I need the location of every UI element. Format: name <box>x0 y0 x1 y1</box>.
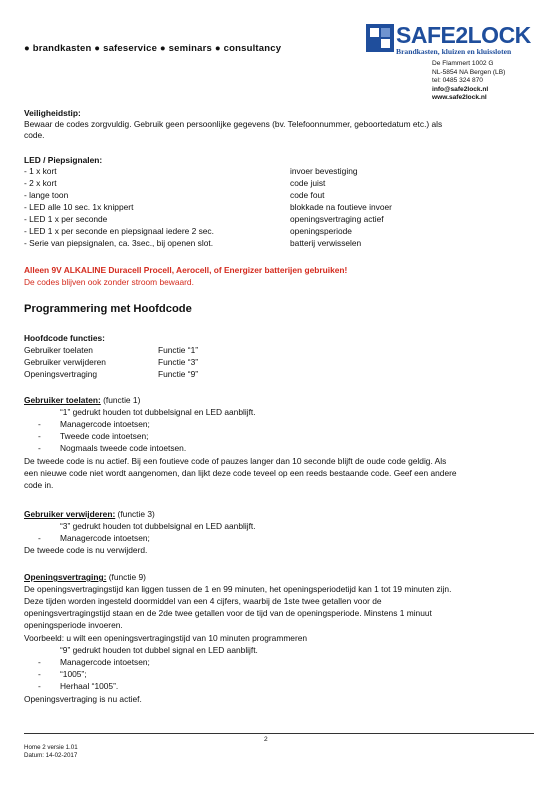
led-signal: - LED 1 x per seconde <box>24 214 108 224</box>
address-website[interactable]: www.safe2lock.nl <box>432 94 487 102</box>
tip-title: Veiligheidstip: <box>24 108 81 118</box>
function-name: Openingsvertraging <box>24 369 98 379</box>
company-address <box>432 60 505 103</box>
function-name: Gebruiker toelaten <box>24 345 93 355</box>
add-user-title: Gebruiker toelaten: <box>24 395 101 405</box>
delay-para: openingsvertragingstijd staan en de 2de twee getallen voor de tijd van de openingsperiode. Minstens 1 minuut <box>24 608 432 618</box>
footer-info <box>24 744 78 760</box>
add-user-para: code in. <box>24 480 54 490</box>
tip-text-line1: Bewaar de codes zorgvuldig. Gebruik geen persoonlijke gegevens (bv. Telefoonnummer, geboortedatum etc.) als <box>24 119 443 129</box>
battery-warning: Alleen 9V ALKALINE Duracell Procell, Aerocell, of Energizer batterijen gebruiken! <box>24 265 348 275</box>
remove-user-para: De tweede code is nu verwijderd. <box>24 545 148 555</box>
add-user-step: - Managercode intoetsen; <box>38 419 150 429</box>
add-user-para: De tweede code is nu actief. Bij een foutieve code of pauzes langer dan 10 seconde blijft de oude code geldig. Als <box>24 456 447 466</box>
remove-user-step: - Managercode intoetsen; <box>38 533 150 543</box>
led-signal: - LED alle 10 sec. 1x knippert <box>24 202 134 212</box>
remove-user-title: Gebruiker verwijderen: <box>24 509 116 519</box>
function-name: Gebruiker verwijderen <box>24 357 106 367</box>
footer-version: Home 2 versie 1.01 <box>24 744 78 751</box>
address-street: De Flammert 1002 G <box>432 60 494 67</box>
led-signal: - 1 x kort <box>24 166 57 176</box>
delay-step: - “1005”; <box>38 669 87 679</box>
led-meaning: blokkade na foutieve invoer <box>290 202 392 212</box>
address-phone: tel: 0485 324 870 <box>432 77 483 85</box>
codes-kept-note: De codes blijven ook zonder stroom bewaard. <box>24 277 194 287</box>
function-code: Functie “3” <box>158 357 199 367</box>
led-meaning: code fout <box>290 190 325 200</box>
footer-divider <box>24 733 534 734</box>
add-user-step: - Nogmaals tweede code intoetsen. <box>38 443 187 453</box>
logo-name: SAFE2LOCK <box>396 22 531 48</box>
add-user-hold: “1” gedrukt houden tot dubbelsignal en LED aanblijft. <box>60 407 256 417</box>
add-user-heading <box>24 395 140 406</box>
led-signal: - LED 1 x per seconde en piepsignaal iedere 2 sec. <box>24 226 214 236</box>
functions-title: Hoofdcode functies: <box>24 333 105 343</box>
remove-user-hold: “3” gedrukt houden tot dubbelsignal en LED aanblijft. <box>60 521 256 531</box>
function-code: Functie “9” <box>158 369 199 379</box>
led-meaning: batterij verwisselen <box>290 238 362 248</box>
led-signal: - 2 x kort <box>24 178 57 188</box>
add-user-suffix: (functie 1) <box>100 395 141 405</box>
led-signal: - Serie van piepsignalen, ca. 3sec., bij openen slot. <box>24 238 214 248</box>
delay-end: Openingsvertraging is nu actief. <box>24 694 142 704</box>
delay-title: Openingsvertraging: <box>24 572 107 582</box>
delay-hold: “9” gedrukt houden tot dubbel signal en LED aanblijft. <box>60 645 258 655</box>
delay-para: openingsperiode invoeren. <box>24 620 123 630</box>
led-meaning: openingsvertraging actief <box>290 214 384 224</box>
remove-user-heading <box>24 509 155 520</box>
remove-user-suffix: (functie 3) <box>115 509 155 519</box>
safe2lock-logo <box>366 22 534 58</box>
add-user-step: - Tweede code intoetsen; <box>38 431 149 441</box>
delay-para: Deze tijden worden ingesteld doormiddel van een 4 cijfers, waarbij de 1ste twee getallen voor de <box>24 596 382 606</box>
address-city: NL-5854 NA Bergen (LB) <box>432 68 506 76</box>
led-meaning: openingsperiode <box>290 226 352 236</box>
logo-subtitle: Brandkasten, kluizen en kluissloten <box>396 47 512 56</box>
tip-text-line2: code. <box>24 130 45 140</box>
led-signal: - lange toon <box>24 190 69 200</box>
page-number: 2 <box>264 736 268 743</box>
footer-date: Datum: 14-02-2017 <box>24 752 78 760</box>
delay-para: De openingsvertragingstijd kan liggen tussen de 1 en 99 minuten, het openingsperiodetijd kan 1 tot 19 minuten zijn. <box>24 584 452 594</box>
led-meaning: invoer bevestiging <box>290 166 358 176</box>
tagline: ● brandkasten ● safeservice ● seminars ● consultancy <box>24 43 282 54</box>
delay-heading <box>24 572 146 583</box>
led-title: LED / Piepsignalen: <box>24 155 103 165</box>
section-title: Programmering met Hoofdcode <box>24 303 192 315</box>
logo-mark-icon <box>366 24 394 52</box>
led-meaning: code juist <box>290 178 326 188</box>
function-code: Functie “1” <box>158 345 199 355</box>
delay-example: Voorbeeld: u wilt een openingsvertragingstijd van 10 minuten programmeren <box>24 633 308 643</box>
delay-suffix: (functie 9) <box>106 572 146 582</box>
delay-step: - Herhaal “1005”. <box>38 681 119 691</box>
delay-step: - Managercode intoetsen; <box>38 657 150 667</box>
add-user-para: een nieuwe code niet wordt aangenomen, dan lijkt deze code teveel op een reeds bestaande code. Geef een andere <box>24 468 457 478</box>
address-email[interactable]: info@safe2lock.nl <box>432 85 489 93</box>
